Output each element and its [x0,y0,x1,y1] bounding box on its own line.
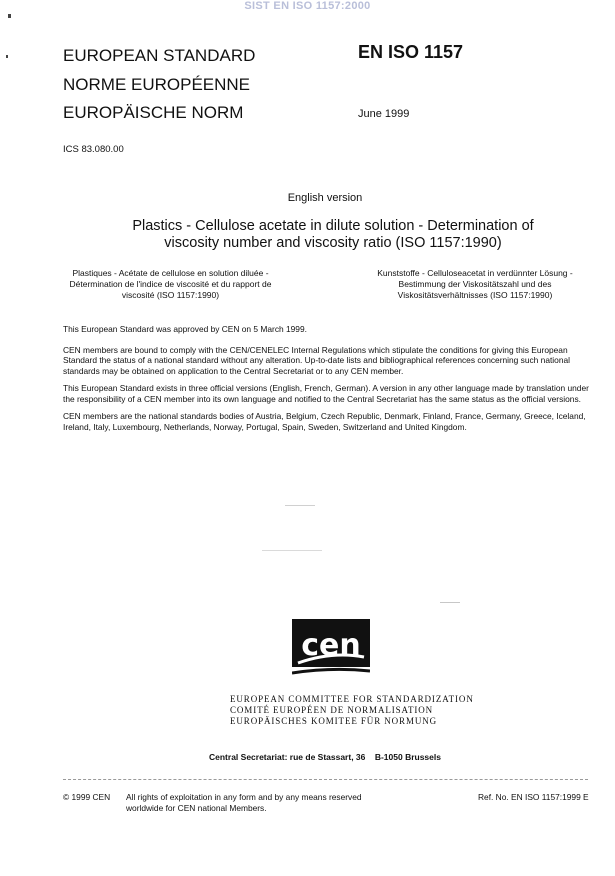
standard-line-de: EUROPÄISCHE NORM [63,103,244,122]
german-title [360,268,590,301]
scan-speck [6,55,8,58]
secretariat-address: Central Secretariat: rue de Stassart, 36 B-1050 Brussels [209,752,441,762]
standard-title-block [63,42,255,128]
organization-de: EUROPÄISCHES KOMITEE FÜR NORMUNG [230,716,438,726]
standard-line-en: EUROPEAN STANDARD [63,46,256,65]
versions-paragraph: This European Standard exists in three official versions (English, French, German). A version in any other language made by translation under the responsibility of a CEN member into its own language and notified to the Central Secretariat has the same status as the official versions. [63,383,589,404]
members-paragraph: CEN members are the national standards bodies of Austria, Belgium, Czech Republic, Denmark, Finland, France, Germany, Greece, Iceland, Ireland, Italy, Luxembourg, Netherlands, Norway, Portugal, Spain, Sweden, Switzerland and United Kingdom. [63,411,586,432]
standard-number: EN ISO 1157 [358,42,464,62]
title-line-1: Plastics - Cellulose acetate in dilute solution - Determination of [132,218,534,234]
french-title [63,268,278,301]
compliance-paragraph: CEN members are bound to comply with the CEN/CENELEC Internal Regulations which stipulate the conditions for giving this European Standard the status of a national standard without any alteration. Up-to-date lists and bibliographical references concerning such national standards may be obtained on application to the Central Secretariat or to any CEN member. [63,344,570,376]
scan-speck [8,14,11,18]
footer-divider [63,779,588,780]
scan-speck [285,505,315,506]
approval-paragraph: This European Standard was approved by CEN on 5 March 1999. [63,324,307,334]
cen-logo-text: cen [301,628,361,663]
scan-speck [262,550,322,551]
german-title-line: Kunststoffe - Celluloseacetat in verdünnter Lösung - [377,268,573,278]
title-line-2: viscosity number and viscosity ratio (ISO 1157:1990) [164,235,502,251]
organization-en: EUROPEAN COMMITTEE FOR STANDARDIZATION [230,694,474,704]
cen-logo [292,619,370,681]
reference-number: Ref. No. EN ISO 1157:1999 E [478,792,589,802]
organization-names [230,694,474,727]
standard-line-fr: NORME EUROPÉENNE [63,74,251,94]
watermark: SIST EN ISO 1157:2000 [244,0,371,12]
body-text [63,324,593,439]
copyright: © 1999 CEN [63,792,111,802]
cen-logo-underline [292,669,370,673]
document-title [63,218,603,252]
german-title-line: Viskositätsverhältnisses (ISO 1157:1990) [397,290,553,300]
rights-notice [126,792,386,813]
publication-date: June 1999 [358,108,410,120]
german-title-line: Bestimmung der Viskositätszahl und des [398,279,552,289]
rights-line: worldwide for CEN national Members. [126,802,267,813]
organization-fr: COMITÉ EUROPÉEN DE NORMALISATION [230,705,434,715]
rights-line: All rights of exploitation in any form and by any means reserved [126,792,362,802]
version-label: English version [287,192,363,204]
french-title-line: viscosité (ISO 1157:1990) [121,290,220,300]
french-title-line: Plastiques - Acétate de cellulose en solution diluée - [72,268,269,278]
french-title-line: Détermination de l'indice de viscosité et du rapport de [69,279,272,289]
scan-speck [440,602,460,603]
ics-code: ICS 83.080.00 [63,144,124,155]
